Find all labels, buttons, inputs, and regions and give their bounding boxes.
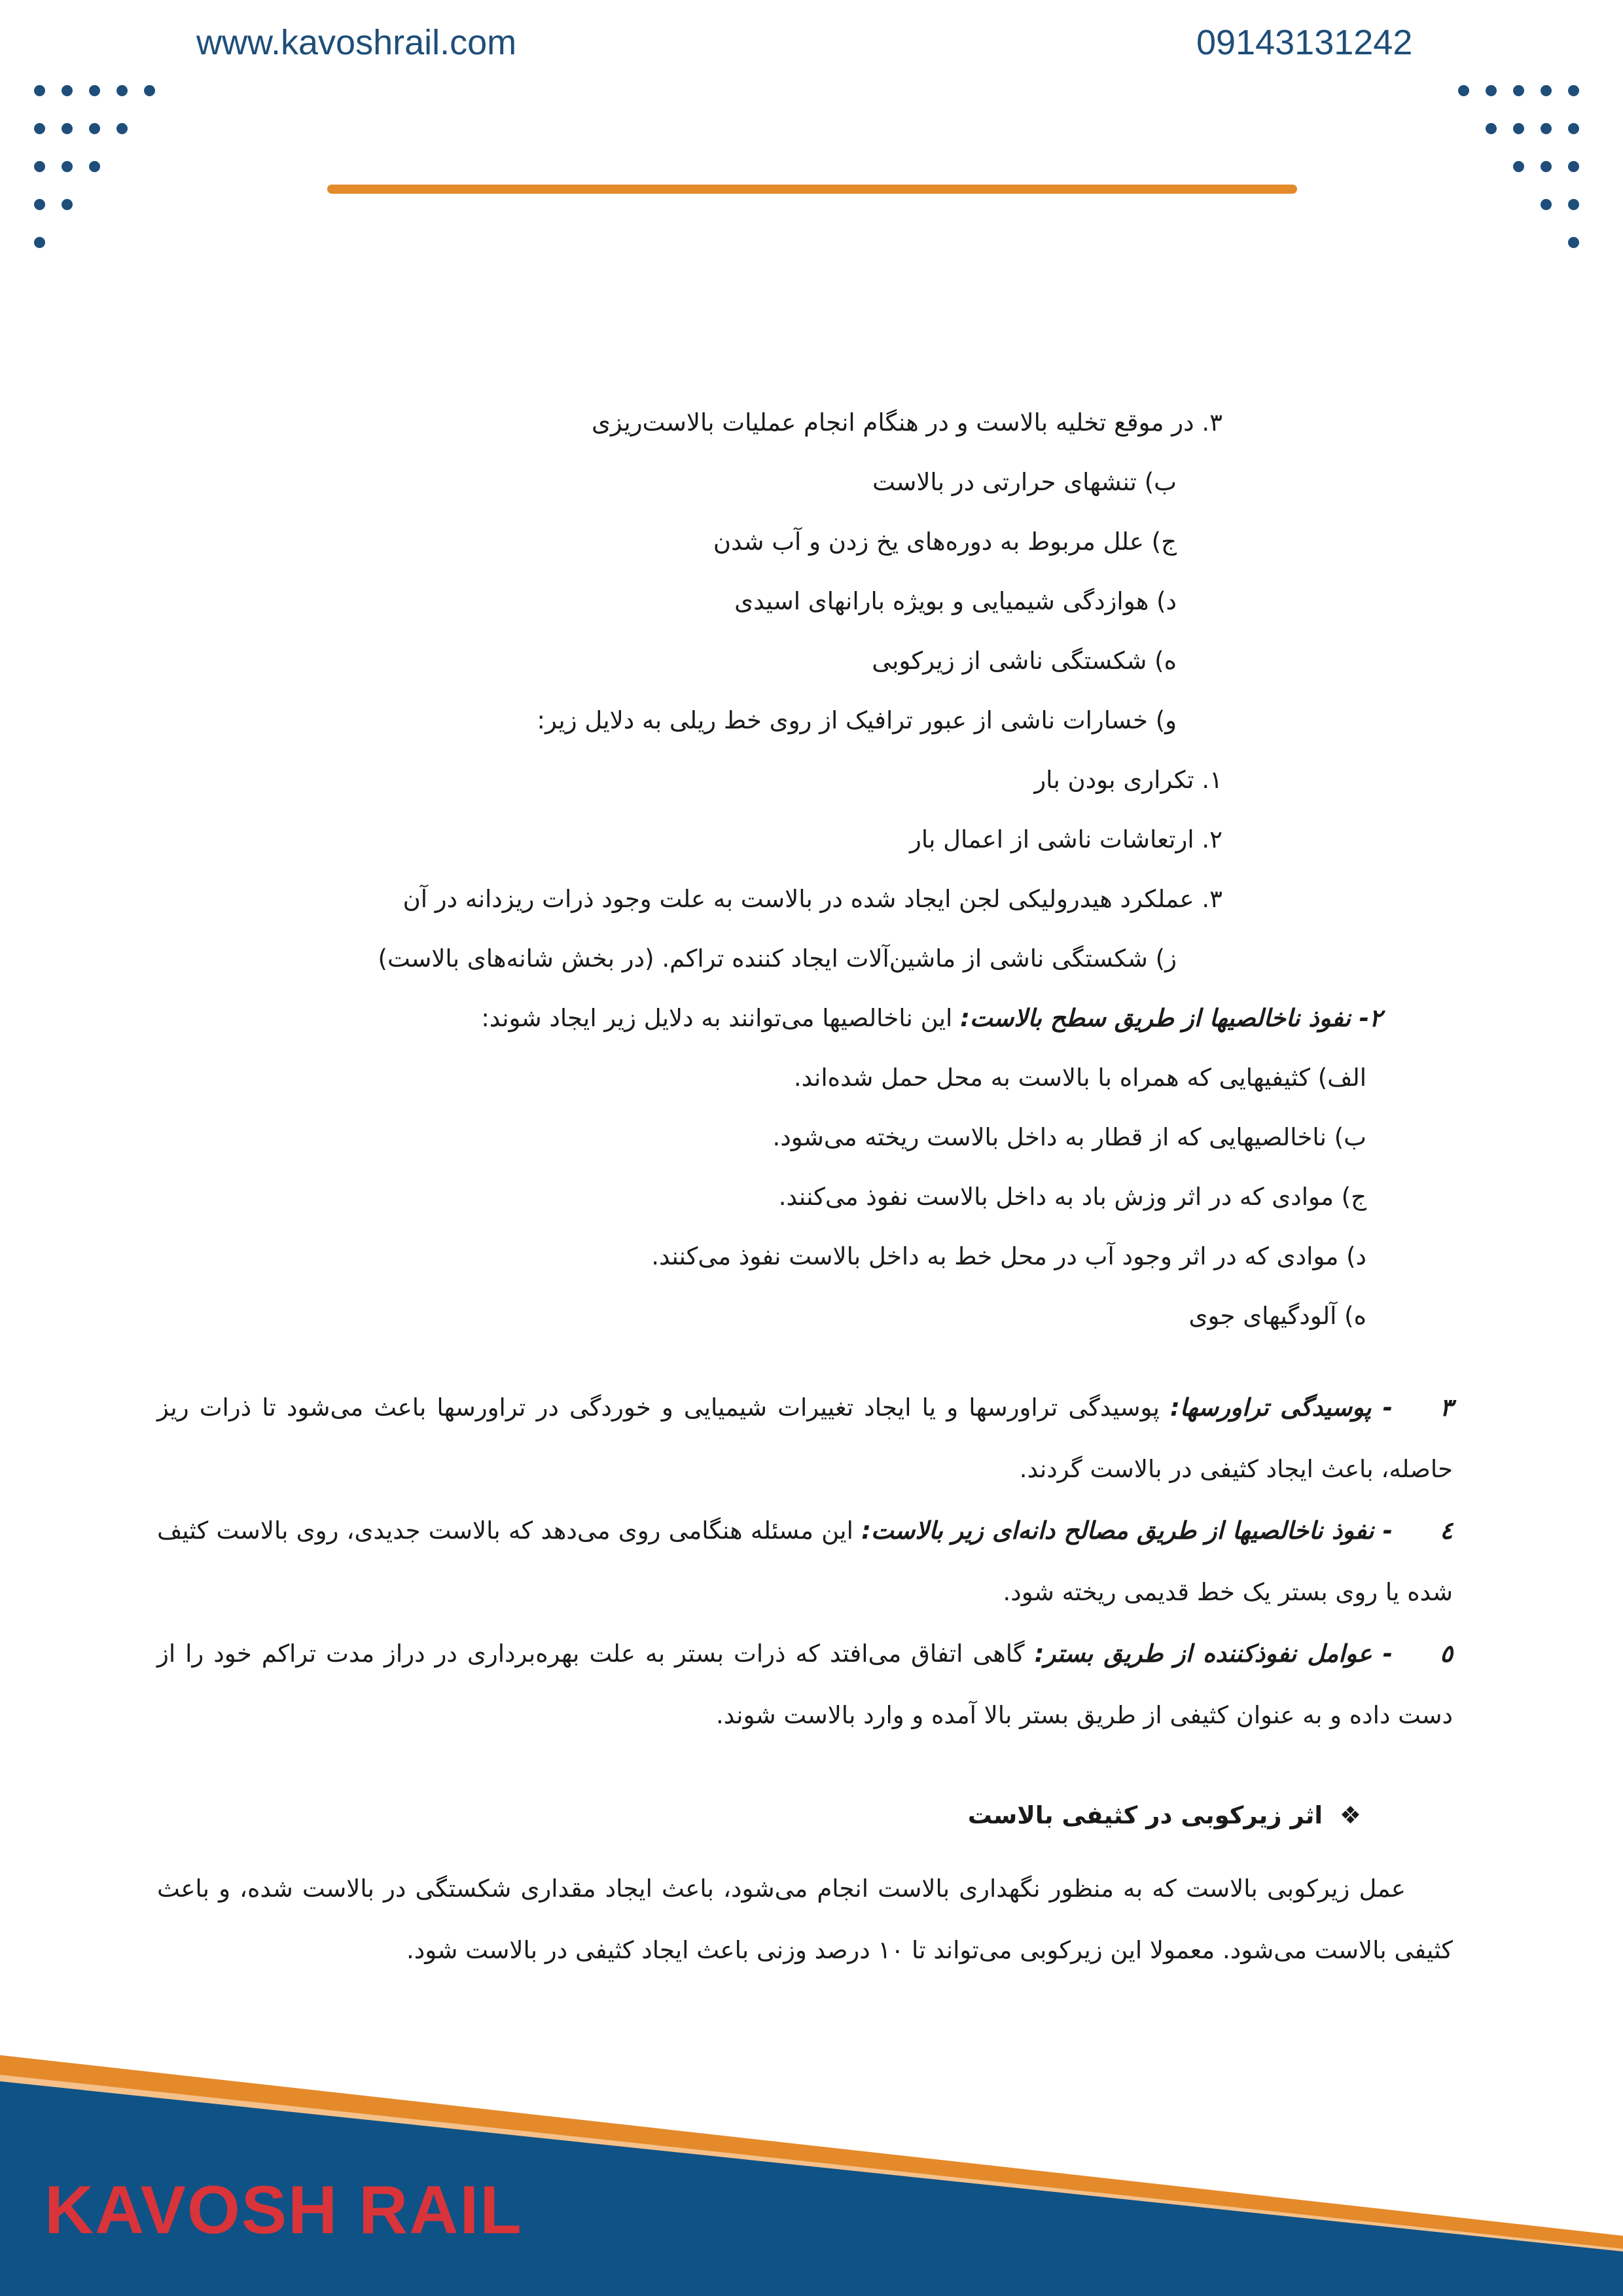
list-item: ه) آلودگیهای جوی (1188, 1302, 1366, 1330)
dot (1568, 237, 1579, 248)
dot (89, 123, 100, 134)
section-2-heading: ۲- نفوذ ناخالصیها از طریق سطح بالاست: (960, 1004, 1382, 1032)
section-4-text: این مسئله هنگامی روی می‌دهد که بالاست جدیدی، روی بالاست کثیف شده یا روی بستر یک خط قدیمی ریخته شود. (157, 1516, 1453, 1606)
dot (1568, 161, 1579, 172)
footer-brand: KAVOSH RAIL (45, 2172, 523, 2248)
dot (34, 85, 45, 96)
list-item: ۳. عملکرد هیدرولیکی لجن ایجاد شده در بالاست به علت وجود ذرات ریزدانه در آن (402, 885, 1222, 913)
dot (62, 123, 73, 134)
dot (144, 85, 155, 96)
subsection-paragraph (157, 1858, 1453, 1981)
dot (34, 123, 45, 134)
list-item: ج) موادی که در اثر وزش باد به داخل بالاست نفوذ می‌کنند. (778, 1183, 1366, 1211)
section-5-text: گاهی اتفاق می‌افتد که ذرات بستر به علت بهره‌برداری در دراز مدت تراکم خود را از دست داده و به عنوان کثیفی از طریق بستر بالا آمده و وارد بالاست شوند. (157, 1640, 1453, 1729)
list-item: ج) علل مربوط به دوره‌های یخ زدن و آب شدن (713, 528, 1177, 556)
dot (89, 161, 100, 172)
section-2-text: این ناخالصیها می‌توانند به دلایل زیر ایجاد شوند: (481, 1004, 961, 1032)
dot (1541, 161, 1552, 172)
dot (34, 237, 45, 248)
spacer (157, 1746, 1453, 1785)
website-url[interactable]: www.kavoshrail.com (196, 23, 517, 62)
list-item: ۱. تکراری بودن بار (1034, 766, 1222, 794)
section-5-heading: ٥- عوامل نفوذکننده از طریق بستر: (1034, 1640, 1454, 1668)
dot (1513, 85, 1524, 96)
decorative-dots (0, 0, 1623, 262)
dot (1541, 85, 1552, 96)
dot (34, 199, 45, 210)
section-4-heading: ٤- نفوذ ناخالصیها از طریق مصالح دانه‌ای زیر بالاست: (861, 1516, 1453, 1545)
dot (1541, 199, 1552, 210)
dot (116, 85, 128, 96)
subsection-text: عمل زیرکوبی بالاست که به منظور نگهداری بالاست انجام می‌شود، باعث ایجاد مقداری شکستگی در بالاست شده، و باعث کثیفی بالاست می‌شود. معمولا این زیرکوبی می‌تواند تا ۱۰ درصد وزنی باعث ایجاد کثیفی در بالاست شود. (157, 1874, 1453, 1964)
diamond-bullet-icon: ❖ (1339, 1801, 1361, 1829)
dot (1513, 161, 1524, 172)
dot (62, 199, 73, 210)
spacer (157, 1346, 1453, 1377)
dot (1568, 85, 1579, 96)
list-item: الف) کثیفیهایی که همراه با بالاست به محل حمل شده‌اند. (793, 1064, 1366, 1092)
list-item: و) خسارات ناشی از عبور ترافیک از روی خط ریلی به دلایل زیر: (537, 706, 1177, 734)
section-4 (157, 1500, 1453, 1623)
list-item: ب) تنشهای حرارتی در بالاست (872, 468, 1177, 496)
dot (89, 85, 100, 96)
dot (34, 161, 45, 172)
dot (1568, 199, 1579, 210)
section-3-heading: ۳- پوسیدگی تراورسها: (1170, 1393, 1454, 1422)
dot (116, 123, 128, 134)
dot (1458, 85, 1469, 96)
section-3 (157, 1377, 1453, 1500)
dot (62, 85, 73, 96)
list-item: ز) شکستگی ناشی از ماشین‌آلات ایجاد کننده تراکم. (در بخش شانه‌های بالاست) (378, 944, 1177, 973)
header-divider (327, 185, 1297, 194)
list-item: ۲. ارتعاشات ناشی از اعمال بار (909, 825, 1222, 853)
section-5 (157, 1623, 1453, 1746)
document-body (157, 393, 1453, 1981)
dot (1541, 123, 1552, 134)
footer-band (0, 2016, 1623, 2296)
subsection-title: اثر زیرکوبی در کثیفی بالاست (967, 1801, 1323, 1829)
list-item: ب) ناخالصیهایی که از قطار به داخل بالاست ریخته می‌شود. (772, 1123, 1366, 1151)
section-3-text: پوسیدگی تراورسها و یا ایجاد تغییرات شیمیایی و خوردگی در تراورسها باعث می‌شود تا ذرات ریز حاصله، باعث ایجاد کثیفی در بالاست گردند. (157, 1393, 1453, 1483)
dot (1568, 123, 1579, 134)
section-2 (157, 988, 1453, 1048)
list-item: د) موادی که در اثر وجود آب در محل خط به داخل بالاست نفوذ می‌کنند. (651, 1242, 1366, 1270)
list-item: ۳. در موقع تخلیه بالاست و در هنگام انجام عملیات بالاست‌ریزی (591, 408, 1222, 437)
dot (1486, 85, 1497, 96)
dot (62, 161, 73, 172)
list-item: د) هوازدگی شیمیایی و بویژه بارانهای اسیدی (734, 587, 1177, 615)
subsection-heading (157, 1785, 1453, 1845)
phone-number: 09143131242 (1196, 23, 1413, 62)
dot (1486, 123, 1497, 134)
spacer (157, 1845, 1453, 1858)
dot (1513, 123, 1524, 134)
list-item: ه) شکستگی ناشی از زیرکوبی (872, 647, 1177, 675)
